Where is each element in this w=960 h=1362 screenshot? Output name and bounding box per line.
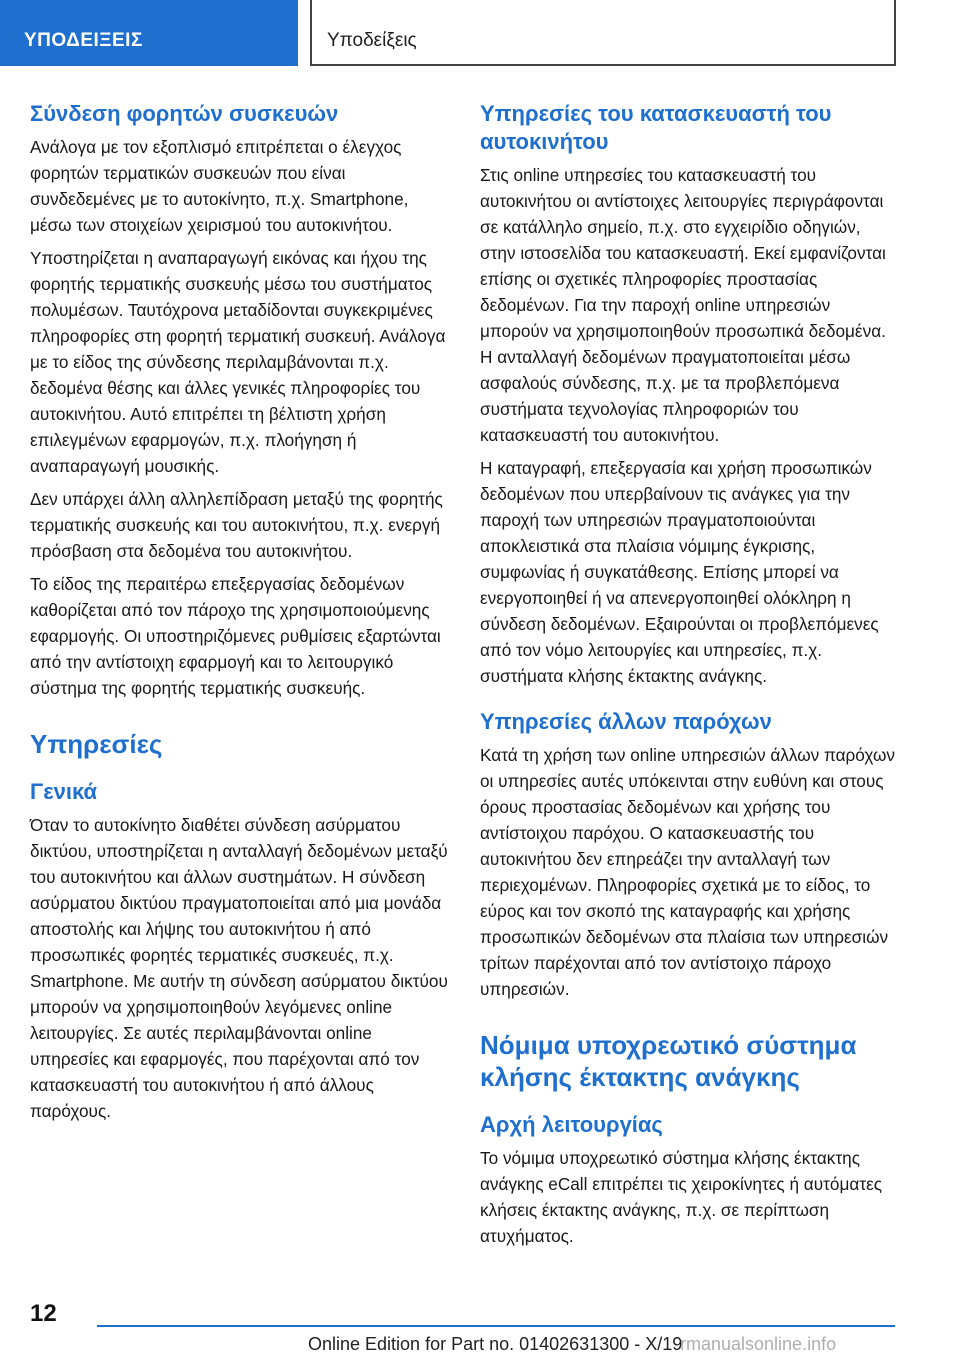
- right-column: [480, 100, 900, 1256]
- paragraph: Όταν το αυτοκίνητο διαθέτει σύνδεση ασύρματου δικτύου, υποστηρίζεται η ανταλλαγή δεδομένων μεταξύ του αυτοκινήτου και άλλων συστημάτων. Η σύνδεση ασύρματου δικτύου πραγματοποιείται από μια μονάδα αποστολής και λήψης του αυτοκινήτου ή από προσωπικές φορητές τερματικές συσκευές, π.χ. Smartphone. Με αυτήν τη σύνδεση ασύρματου δικτύου μπορούν να χρησιμοποιηθούν λεγόμενες online λειτουργίες. Σε αυτές περιλαμβάνονται online υπηρεσίες και εφαρμογές, που παρέχονται από τον κατασκευαστή του αυτοκινήτου ή από άλλους παρόχους.: [30, 815, 448, 1121]
- heading-connect-devices: Σύνδεση φορητών συσκευών: [30, 101, 339, 126]
- paragraph: Το νόμιμα υποχρεωτικό σύστημα κλήσης έκτακτης ανάγκης eCall επιτρέπει τις χειροκίνητες ή αυτόματες κλήσεις έκτακτης ανάγκης, π.χ. σε περίπτωση ατυχήματος.: [480, 1148, 883, 1246]
- paragraph: Δεν υπάρχει άλλη αλληλεπίδραση μεταξύ της φορητής τερματικής συσκευής και του αυτοκινήτου, π.χ. ενεργή πρόσβαση στα δεδομένα του αυτοκινήτου.: [30, 489, 443, 561]
- header-divider-right: [894, 0, 896, 66]
- heading-ecall: Νόμιμα υποχρεωτικό σύστημα κλήσης έκτακτης ανάγκης: [480, 1030, 857, 1092]
- heading-principle: Αρχή λειτουργίας: [480, 1112, 663, 1137]
- footer-rule: [97, 1325, 895, 1327]
- heading-services: Υπηρεσίες: [30, 729, 163, 759]
- page-number: 12: [30, 1300, 57, 1327]
- paragraph: Κατά τη χρήση των online υπηρεσιών άλλων παρόχων οι υπηρεσίες αυτές υπόκεινται στην ευθύνη και στους όρους προστασίας δεδομένων και χρήσης του αντίστοιχου παρόχου. Ο κατασκευαστής του αυτοκινήτου δεν επηρεάζει την ανταλλαγή των περιεχομένων. Πληροφορίες σχετικά με το είδος, το εύρος και τον σκοπό της καταγραφής και χρήσης προσωπικών δεδομένων στα πλαίσια των υπηρεσιών τρίτων παρέχονται από τον αντίστοιχο πάροχο υπηρεσιών.: [480, 745, 895, 999]
- paragraph: Ανάλογα με τον εξοπλισμό επιτρέπεται ο έλεγχος φορητών τερματικών συσκευών που είναι συνδεδεμένες με το αυτοκίνητο, π.χ. Smartphone, μέσω των στοιχείων χειρισμού του αυτοκινήτου.: [30, 137, 409, 235]
- paragraph: Στις online υπηρεσίες του κατασκευαστή του αυτοκινήτου οι αντίστοιχες λειτουργίες περιγράφονται σε κατάλληλο σημείο, π.χ. στο εγχειρίδιο οδηγιών, στην ιστοσελίδα του κατασκευαστή. Εκεί εμφανίζονται επίσης οι σχετικές πληροφορίες προστασίας δεδομένων. Για την παροχή online υπηρεσιών μπορούν να χρησιμοποιηθούν προσωπικά δεδομένα. Η ανταλλαγή δεδομένων πραγματοποιείται μέσω ασφαλούς σύνδεσης, π.χ. με τα προβλεπόμενα συστήματα τεχνολογίας πληροφοριών του κατασκευαστή του αυτοκινήτου.: [480, 165, 886, 445]
- heading-general: Γενικά: [30, 779, 98, 804]
- section-tab: ΥΠΟΔΕΙΞΕΙΣ: [0, 0, 298, 66]
- footer-edition: Online Edition for Part no. 01402631300 - X/19: [308, 1334, 683, 1354]
- header-underline: [310, 64, 896, 66]
- paragraph: Υποστηρίζεται η αναπαραγωγή εικόνας και ήχου της φορητής τερματικής συσκευής μέσω του συστήματος πολυμέσων. Ταυτόχρονα μεταδίδονται συγκεκριμένες πληροφορίες στη φορητή τερματική συσκευή. Ανάλογα με το είδος της σύνδεσης περιλαμβάνονται π.χ. δεδομένα θέσης και άλλες γενικές πληροφορίες του αυτοκινήτου. Αυτό επιτρέπει τη βέλτιστη χρήση επιλεγμένων εφαρμογών, π.χ. πλοήγηση ή αναπαραγωγή μουσικής.: [30, 248, 446, 476]
- page-title: Υποδείξεις: [327, 30, 417, 51]
- header-divider: [310, 0, 312, 66]
- paragraph: Η καταγραφή, επεξεργασία και χρήση προσωπικών δεδομένων που υπερβαίνουν τις ανάγκες για την παροχή των υπηρεσιών πραγματοποιούνται αποκλειστικά στα πλαίσια νόμιμης έγκρισης, συμφωνίας ή συγκατάθεσης. Επίσης μπορεί να ενεργοποιηθεί ή να απενεργοποιηθεί ολόκληρη η σύνδεση δεδομένων. Εξαιρούνται οι προβλεπόμενες από τον νόμο λειτουργίες και υπηρεσίες, π.χ. συστήματα κλήσης έκτακτης ανάγκης.: [480, 458, 879, 686]
- left-column: [30, 100, 450, 1131]
- paragraph: Το είδος της περαιτέρω επεξεργασίας δεδομένων καθορίζεται από τον πάροχο της χρησιμοποιούμενης εφαρμογής. Οι υποστηριζόμενες ρυθμίσεις εξαρτώνται από την αντίστοιχη εφαρμογή και το λειτουργικό σύστημα της φορητής τερματικής συσκευής.: [30, 574, 441, 698]
- watermark: rmanualsonline.info: [680, 1334, 837, 1354]
- heading-other-providers: Υπηρεσίες άλλων παρόχων: [480, 709, 772, 734]
- heading-manufacturer-services: Υπηρεσίες του κατασκευαστή του αυτοκινήτου: [480, 101, 832, 154]
